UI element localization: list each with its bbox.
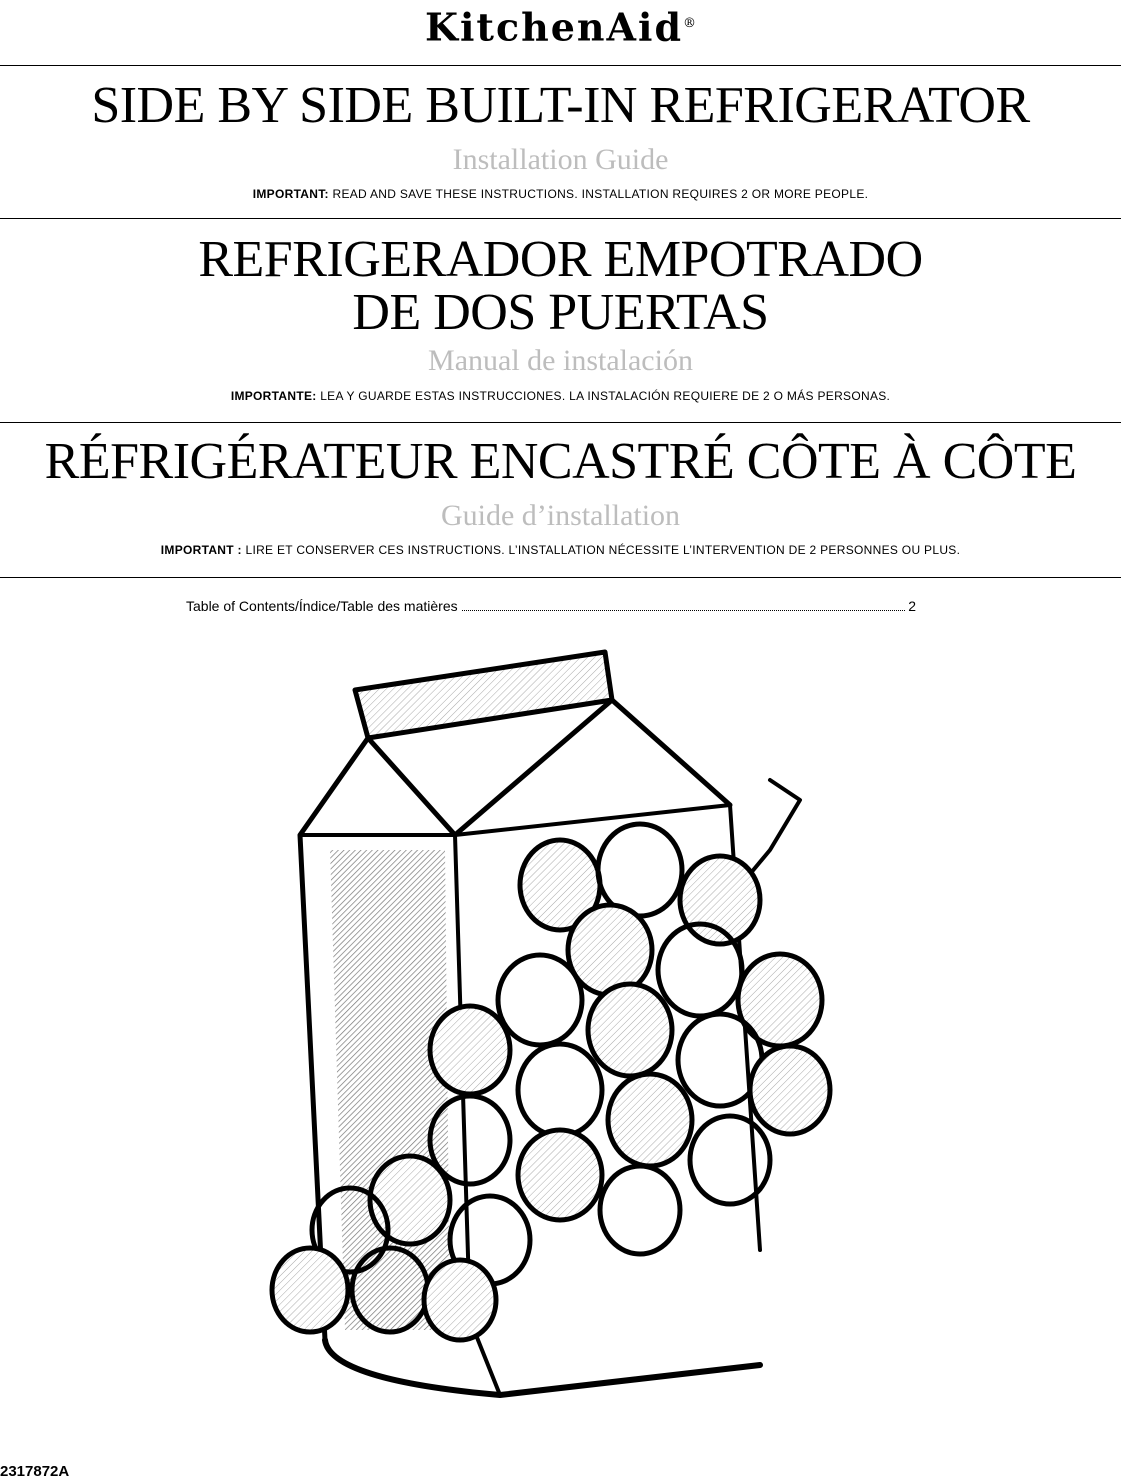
brand-name: KitchenAid bbox=[424, 4, 684, 50]
notice-text: LEA Y GUARDE ESTAS INSTRUCCIONES. LA INSTALACIÓN REQUIERE DE 2 O MÁS PERSONAS. bbox=[316, 389, 891, 403]
notice-label: IMPORTANT : bbox=[160, 543, 242, 557]
registered-mark: ® bbox=[683, 16, 697, 31]
toc-label: Table of Contents/Índice/Table des matières bbox=[186, 598, 458, 614]
subtitle-french: Guide d’installation bbox=[440, 499, 681, 532]
document-number: 2317872A bbox=[0, 1463, 70, 1480]
notice-label: IMPORTANT: bbox=[252, 187, 329, 201]
notice-label: IMPORTANTE: bbox=[230, 389, 317, 403]
title-spanish-line2: DE DOS PUERTAS bbox=[352, 284, 769, 341]
notice-text: READ AND SAVE THESE INSTRUCTIONS. INSTALLATION REQUIRES 2 OR MORE PEOPLE. bbox=[328, 187, 869, 201]
title-spanish-line1: REFRIGERADOR EMPOTRADO bbox=[198, 231, 923, 288]
title-french: RÉFRIGÉRATEUR ENCASTRÉ CÔTE À CÔTE bbox=[44, 433, 1077, 490]
notice-text: LIRE ET CONSERVER CES INSTRUCTIONS. L’INSTALLATION NÉCESSITE L’INTERVENTION DE 2 PERSONNES OU PLUS. bbox=[241, 543, 961, 557]
title-english: SIDE BY SIDE BUILT-IN REFRIGERATOR bbox=[91, 77, 1030, 134]
subtitle-spanish: Manual de instalación bbox=[428, 344, 693, 377]
subtitle-english: Installation Guide bbox=[452, 143, 669, 176]
toc-page-number: 2 bbox=[908, 598, 916, 614]
